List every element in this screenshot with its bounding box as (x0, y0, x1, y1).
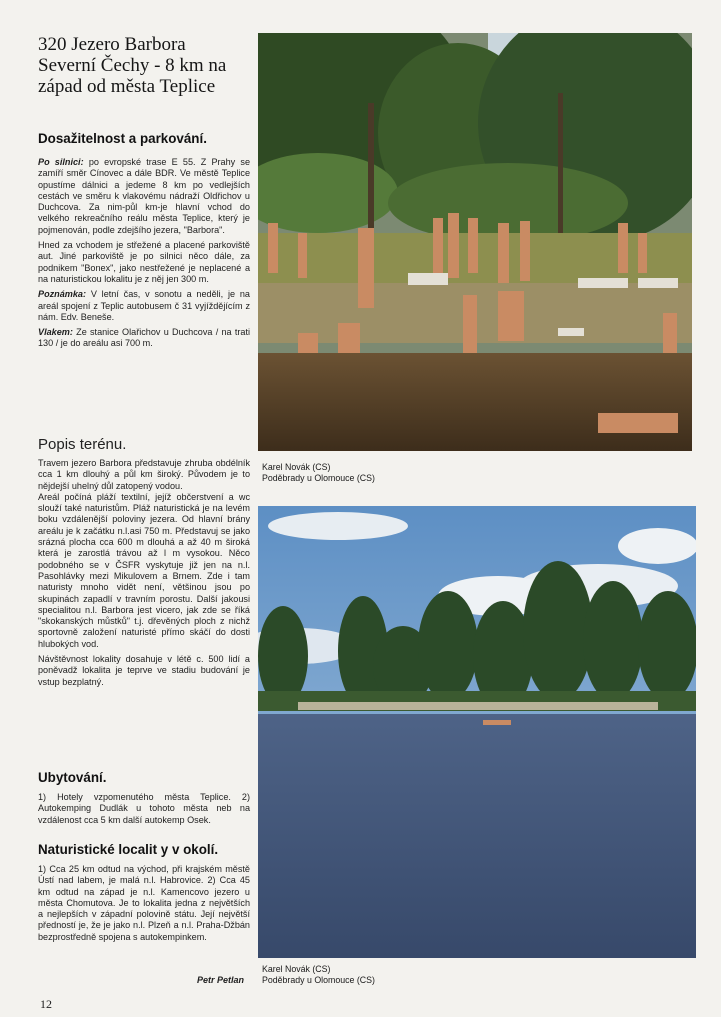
section-access (38, 131, 250, 354)
note-text: V letní čas, v sonotu a neděli, je na areál spojení z Teplic autobusem č 31 vyjíždějícím z nám. Edv. Beneše. (38, 289, 250, 322)
train-label: Vlakem: (38, 327, 73, 338)
photo-lake-image (258, 506, 696, 958)
nearby-paragraph: 1) Cca 25 km odtud na východ, při krajském městě Ústí nad labem, je malá n.l. Habrovice. 2) Cca 45 km odtud na západ je n.l. Kamencovo jezero u města Chomutova. Je to lokalita jedna z největších a nejlepších v západní polovině státu. Její největší předností je, že je jako n.l. Plzeň a n.l. Praha-Džbán bezprostředně spojena s autokempinkem. (38, 864, 250, 942)
terrain-paragraph-3: Návštěvnost lokality dosahuje v létě c. 500 lidí a poněvadž lokalita je teprve ve stadiu budování je vstup bezplatný. (38, 654, 250, 687)
section-terrain (38, 436, 250, 692)
photo-lake-caption-place: Poděbrady u Olomouce (CS) (262, 975, 375, 985)
title-line-3: západ od města Teplice (38, 76, 216, 97)
note-label: Poznámka: (38, 289, 87, 300)
terrain-paragraph-2: Areál počíná pláží textilní, jejíž občerstvení a wc slouží také naturistům. Pláž naturistická je na levém boku vzdálenější poloviny jezera. Od hlavní brány areálu je k začátku n.l.asi 750 m. Představuj se jako srázná plocha cca 600 m dlouhá a až 40 m široká která je zarostlá trávou až l m vysokou. Něco podobného se v ČSFR vyskytuje již jen na n.l. Pasohlávky mezi Mikulovem a Brnem. Zde i tam naturisty mnoho vidět není, většinou jsou po skupinách zapadlí v travním porostu. Další jakousi specialitou n.l. Barbora jest vicero, jak zde se říká "skokanských můstků" t.j. dřevěných ploch z nichž sportovně založení naturisté přímo skáčí do dosti hlubokých vod. (38, 491, 250, 649)
train-paragraph (38, 327, 250, 350)
article-title (38, 34, 263, 97)
train-text: Ze stanice Olařichov u Duchcova / na trati 130 / je do areálu asi 700 m. (38, 327, 250, 349)
section-lodging (38, 770, 250, 830)
photo-beach-caption-place: Poděbrady u Olomouce (CS) (262, 473, 375, 483)
section-access-heading: Dosažitelnost a parkování. (38, 131, 207, 146)
section-terrain-heading: Popis terénu. (38, 436, 127, 453)
photo-beach (258, 33, 692, 451)
photo-beach-image (258, 33, 692, 451)
section-nearby-heading: Naturistické localit y v okolí. (38, 842, 219, 857)
photo-lake-caption (262, 964, 375, 986)
road-label: Po silnici: (38, 157, 84, 167)
author-signature: Petr Petlan (197, 975, 245, 985)
photo-lake (258, 506, 696, 958)
terrain-paragraph-1: Travem jezero Barbora představuje zhruba obdélník cca 1 km dlouhý a půl km široký. Původem je to nějdejší uhelný důl zatopený vodou. (38, 458, 250, 491)
section-lodging-heading: Ubytování. (38, 770, 107, 785)
photo-beach-caption-author: Karel Novák (CS) (262, 462, 331, 472)
page-number: 12 (40, 997, 52, 1011)
road-text: po evropské trase E 55. Z Prahy se zamíří směr Cínovec a dále BDR. Ve městě Teplice opustíme dálnici a jedeme 8 km po vedlejších cestách ve směru k vlakovému nádraží Oldřichov u Duchcova. Za nim-půl km-je hlavní vchod do velkého rekreačního reálu města Teplice, který je pojmenován, podle zdejšího jezera, "Barbora". (38, 157, 251, 235)
road-paragraph (38, 157, 250, 236)
lodging-paragraph: 1) Hotely vzpomenutého města Teplice. 2) Autokemping Dudlák u tohoto města neb na vzdálenost cca 5 km další autokemp Osek. (38, 792, 250, 825)
section-nearby (38, 842, 250, 947)
title-line-2: Severní Čechy - 8 km na (38, 55, 227, 76)
parking-paragraph: Hned za vchodem je střežené a placené parkoviště aut. Jiné parkoviště je po silnici něco dále, za podnikem "Bonex", jako nestřežené je neplacené a na naturistickou lokalitu je z něj jen 300 m. (38, 240, 250, 284)
photo-beach-caption (262, 462, 375, 484)
title-line-1: 320 Jezero Barbora (38, 34, 186, 55)
note-paragraph (38, 289, 250, 323)
photo-lake-caption-author: Karel Novák (CS) (262, 964, 331, 974)
